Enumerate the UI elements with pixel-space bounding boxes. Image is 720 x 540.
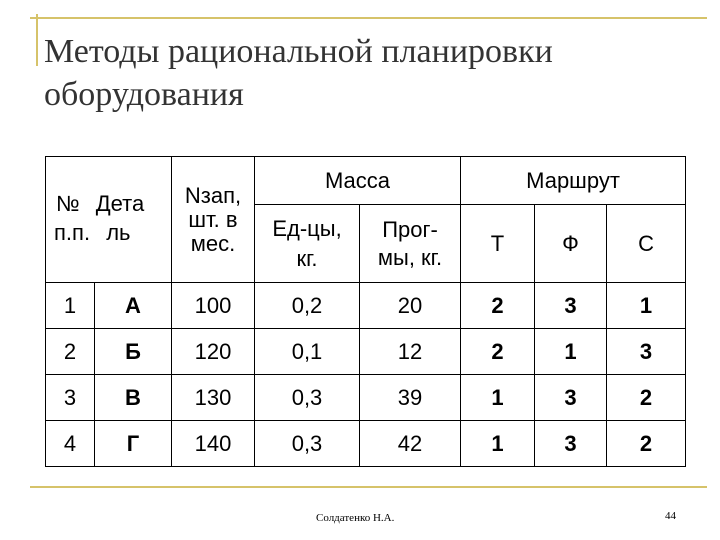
header-nzap-line3: мес. — [190, 230, 236, 256]
cell-mass-unit: 0,1 — [255, 329, 360, 375]
cell-nzap: 140 — [172, 421, 255, 467]
header-route-t: Т — [490, 230, 505, 256]
cell-no: 1 — [46, 283, 95, 329]
page-number: 44 — [665, 510, 676, 522]
header-route-c-cell — [607, 205, 686, 283]
cell-route-t: 1 — [461, 375, 535, 421]
cell-mass-prog: 12 — [360, 329, 461, 375]
header-route-t-cell — [461, 205, 535, 283]
decorative-bottom-line — [30, 486, 707, 488]
header-mass-unit-cell — [255, 205, 360, 283]
cell-no: 3 — [46, 375, 95, 421]
header-mass-cell — [255, 157, 461, 205]
table-header-row-1 — [46, 157, 686, 205]
header-nzap-line2: шт. в — [188, 206, 238, 232]
footer-author: Солдатенко Н.А. — [316, 512, 395, 524]
cell-mass-prog: 42 — [360, 421, 461, 467]
cell-nzap: 100 — [172, 283, 255, 329]
table-row — [46, 421, 686, 467]
cell-detail: Б — [95, 329, 172, 375]
table-row — [46, 283, 686, 329]
cell-route-c: 3 — [607, 329, 686, 375]
header-detail-line2: ль — [106, 220, 131, 245]
header-no-detail-cell — [46, 157, 172, 283]
header-mass-prog-line1: Прог- — [382, 216, 438, 242]
cell-route-c: 2 — [607, 421, 686, 467]
cell-route-t: 2 — [461, 329, 535, 375]
table-row — [46, 329, 686, 375]
slide-title-line-2: оборудования — [44, 76, 244, 113]
header-nzap-cell — [172, 157, 255, 283]
header-detail-line1: Дета — [95, 191, 145, 216]
cell-detail: Г — [95, 421, 172, 467]
decorative-vertical-line — [36, 14, 38, 66]
header-route-cell — [461, 157, 686, 205]
cell-detail: А — [95, 283, 172, 329]
cell-mass-unit: 0,3 — [255, 421, 360, 467]
cell-mass-prog: 39 — [360, 375, 461, 421]
slide-title-line-1: Методы рациональной планировки — [44, 33, 553, 70]
cell-detail: В — [95, 375, 172, 421]
cell-no: 4 — [46, 421, 95, 467]
header-mass-prog-line2: мы, кг. — [377, 244, 443, 270]
cell-route-t: 2 — [461, 283, 535, 329]
header-mass-prog-cell — [360, 205, 461, 283]
data-table — [45, 156, 686, 467]
slide-title — [44, 30, 704, 116]
header-mass-label: Масса — [324, 167, 391, 193]
cell-route-t: 1 — [461, 421, 535, 467]
cell-route-f: 3 — [535, 375, 607, 421]
cell-route-f: 1 — [535, 329, 607, 375]
decorative-top-line — [30, 17, 707, 19]
cell-route-c: 1 — [607, 283, 686, 329]
header-nzap-line1: Nзап, — [184, 182, 242, 208]
table-row — [46, 375, 686, 421]
header-route-label: Маршрут — [526, 167, 620, 193]
header-route-f-cell — [535, 205, 607, 283]
header-route-f: Ф — [562, 230, 579, 256]
header-route-c: С — [638, 230, 654, 256]
cell-route-c: 2 — [607, 375, 686, 421]
cell-route-f: 3 — [535, 421, 607, 467]
cell-mass-unit: 0,3 — [255, 375, 360, 421]
header-no-line2: п.п. — [54, 220, 91, 245]
cell-nzap: 130 — [172, 375, 255, 421]
cell-no: 2 — [46, 329, 95, 375]
cell-mass-prog: 20 — [360, 283, 461, 329]
cell-nzap: 120 — [172, 329, 255, 375]
header-mass-unit-line1: Ед-цы, — [272, 215, 342, 241]
cell-mass-unit: 0,2 — [255, 283, 360, 329]
header-mass-unit-line2: кг. — [296, 245, 318, 271]
header-no-line1: № — [56, 191, 80, 216]
cell-route-f: 3 — [535, 283, 607, 329]
